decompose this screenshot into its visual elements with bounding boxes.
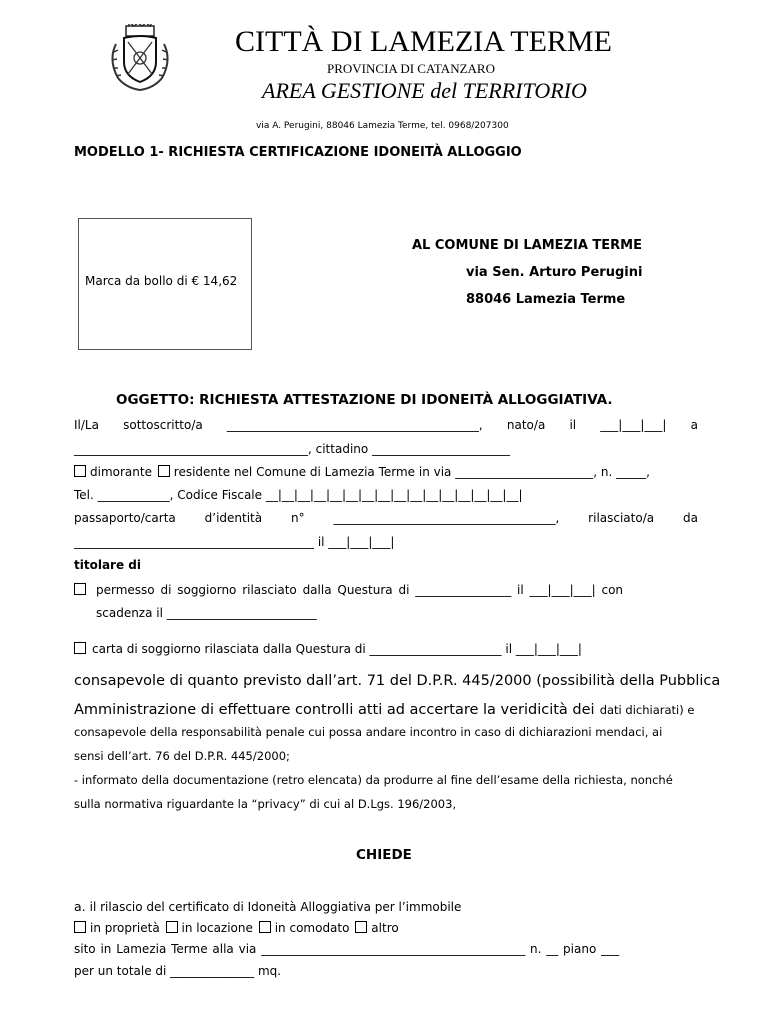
permit-expiry-line: scadenza il _________________________: [96, 606, 317, 620]
applicant-name-line: [74, 418, 698, 432]
doc-number-label: n°: [290, 511, 305, 525]
applicant-nato: nato/a: [506, 418, 546, 432]
permit-text: permesso di soggiorno rilasciato dalla Questura di ________________ il ___|___|___| con: [96, 583, 624, 597]
checkbox-residente[interactable]: [158, 465, 170, 477]
city-name: CITTÀ DI LAMEZIA TERME: [235, 25, 612, 58]
applicant-issue-line: ________________________________________ il ___|___|___|: [74, 535, 395, 549]
label-residente: residente nel Comune di Lamezia Terme in via _______________________, n. _____,: [173, 465, 650, 479]
doc-type: passaporto/carta: [74, 511, 176, 525]
doc-number-field: _____________________________________,: [333, 511, 560, 525]
label-proprieta: in proprietà: [90, 921, 160, 935]
applicant-address-line: [74, 465, 650, 479]
recipient-line-3: 88046 Lamezia Terme: [466, 292, 626, 307]
city-crest-logo: [106, 24, 174, 92]
doc-da: da: [682, 511, 698, 525]
recipient-line-2: via Sen. Arturo Perugini: [466, 265, 643, 280]
label-dimorante: dimorante: [90, 465, 152, 479]
property-address-line: sito in Lamezia Terme alla via ____________________________________________ n. __ piano ___: [74, 942, 620, 956]
titolare-heading: titolare di: [74, 558, 141, 572]
label-locazione: in locazione: [181, 921, 253, 935]
doc-identity: d’identità: [204, 511, 263, 525]
declaration-line-6: sulla normativa riguardante la “privacy” di cui al D.Lgs. 196/2003,: [74, 797, 457, 811]
revenue-stamp-box: [78, 218, 252, 350]
declaration-line-2-tail: dati dichiarati) e: [599, 703, 695, 717]
applicant-a: a: [690, 418, 698, 432]
province-name: PROVINCIA DI CATANZARO: [327, 61, 495, 76]
label-comodato: in comodato: [274, 921, 350, 935]
request-item-a-label: a.: [74, 899, 86, 914]
subject-heading: OGGETTO: RICHIESTA ATTESTAZIONE DI IDONEITÀ ALLOGGIATIVA.: [116, 392, 613, 408]
checkbox-permesso[interactable]: [74, 583, 86, 595]
checkbox-comodato[interactable]: [259, 921, 271, 933]
applicant-sottoscritto: sottoscritto/a: [123, 418, 203, 432]
doc-issued: rilasciato/a: [588, 511, 655, 525]
request-item-a-text: il rilascio del certificato di Idoneità Alloggiativa per l’immobile: [89, 900, 462, 914]
applicant-birthplace-line: _______________________________________, cittadino _______________________: [74, 442, 511, 456]
chiede-heading: CHIEDE: [356, 847, 412, 863]
checkbox-dimorante[interactable]: [74, 465, 86, 477]
checkbox-locazione[interactable]: [166, 921, 178, 933]
declaration-line-2: [74, 699, 694, 718]
declaration-line-5: - informato della documentazione (retro elencata) da produrre al fine dell’esame della richiesta, nonché: [74, 773, 673, 787]
card-text: carta di soggiorno rilasciata dalla Questura di ______________________ il ___|___|___|: [92, 642, 582, 656]
declaration-line-4: sensi dell’art. 76 del D.P.R. 445/2000;: [74, 749, 290, 763]
applicant-birthdate-field: ___|___|___|: [600, 418, 667, 432]
stamp-label: Marca da bollo di € 14,62: [85, 274, 238, 288]
applicant-document-line: [74, 511, 698, 525]
checkbox-carta[interactable]: [74, 642, 86, 654]
card-line: [74, 642, 582, 656]
form-title: MODELLO 1- RICHIESTA CERTIFICAZIONE IDONEITÀ ALLOGGIO: [74, 145, 522, 160]
checkbox-altro[interactable]: [355, 921, 367, 933]
checkbox-proprieta[interactable]: [74, 921, 86, 933]
tenure-options: [74, 921, 399, 935]
declaration-line-2-main: Amministrazione di effettuare controlli atti ad accertare la veridicità dei: [74, 702, 595, 718]
applicant-tax-line: Tel. ____________, Codice Fiscale __|__|__|__|__|__|__|__|__|__|__|__|__|__|__|__|: [74, 488, 523, 502]
label-altro: altro: [371, 921, 399, 935]
applicant-il: il: [569, 418, 577, 432]
declaration-line-1: consapevole di quanto previsto dall’art. 71 del D.P.R. 445/2000 (possibilità della Pubblica: [74, 673, 721, 689]
office-address: via A. Perugini, 88046 Lamezia Terme, tel. 0968/207300: [256, 121, 509, 131]
applicant-il-la: Il/La: [74, 418, 99, 432]
applicant-name-field: __________________________________________,: [226, 418, 483, 432]
property-area-line: per un totale di ______________ mq.: [74, 964, 282, 978]
recipient-line-1: AL COMUNE DI LAMEZIA TERME: [412, 238, 642, 253]
declaration-line-3: consapevole della responsabilità penale cui possa andare incontro in caso di dichiarazioni mendaci, ai: [74, 725, 663, 739]
permit-line: [74, 583, 623, 597]
request-item-a: [74, 899, 461, 914]
area-name: AREA GESTIONE del TERRITORIO: [262, 78, 587, 103]
